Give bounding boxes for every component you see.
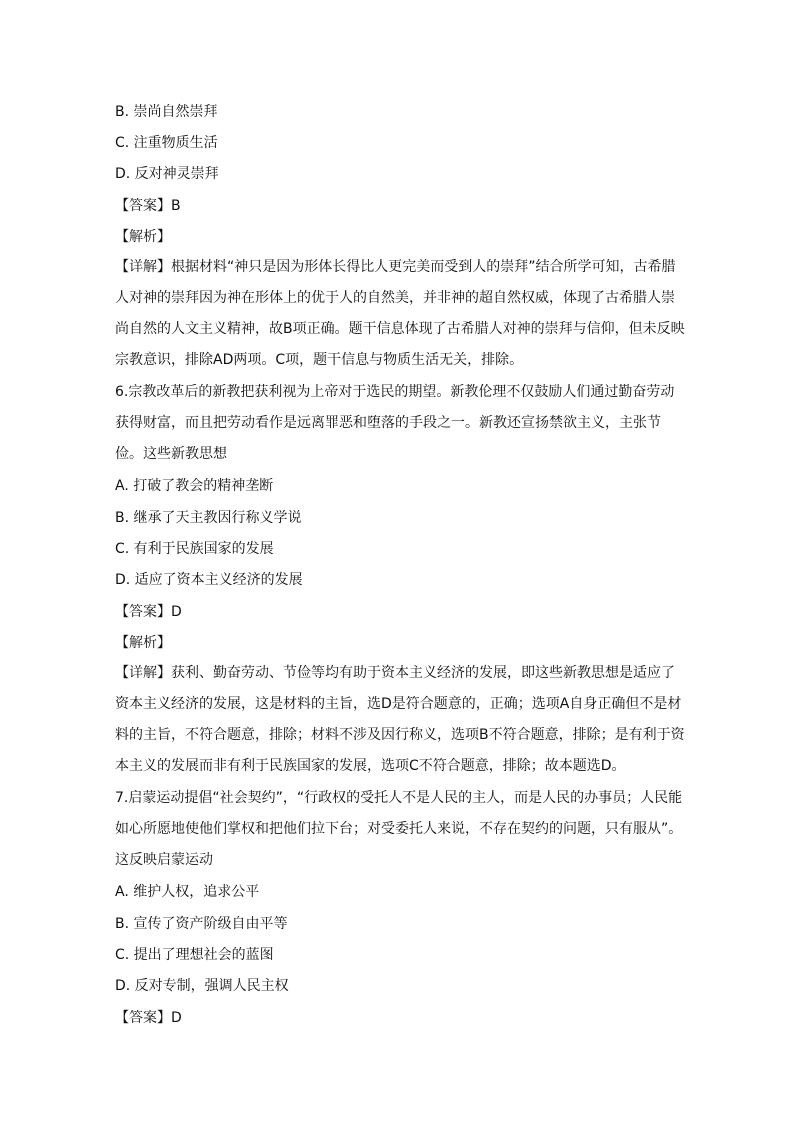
q7-option-d: D. 反对专制，强调人民主权 — [115, 978, 289, 994]
q7-stem: 7.启蒙运动提倡“社会契约”，“行政权的受托人不是人民的主人，而是人民的办事员；人民能如心所愿地使他们掌权和把他们拉下台；对受委托人来说，不存在契约的问题，只有服从”。这反映启蒙运动 — [115, 790, 683, 868]
q5-analysis-label: 【解析】 — [115, 229, 171, 245]
q5-detail: 【详解】根据材料“神只是因为形体长得比人更完美而受到人的崇拜”结合所学可知，古希腊人对神的崇拜因为神在形体上的优于人的自然美，并非神的超自然权威，体现了古希腊人崇尚自然的人文主义精神，故B项正确。题干信息体现了古希腊人对神的崇拜与信仰，但未反映宗教意识，排除AD两项。C项，题干信息与物质生活无关，排除。 — [115, 259, 685, 368]
q6-option-d: D. 适应了资本主义经济的发展 — [115, 572, 303, 588]
q5-option-c: C. 注重物质生活 — [115, 135, 218, 151]
q6-option-b: B. 继承了天主教因行称义学说 — [115, 510, 302, 526]
q6-detail: 【详解】获利、勤奋劳动、节俭等均有助于资本主义经济的发展，即这些新教思想是适应了资本主义经济的发展，这是材料的主旨，选D是符合题意的，正确；选项A自身正确但不是材料的主旨，不符合题意，排除；材料不涉及因行称义，选项B不符合题意，排除；是有利于资本主义的发展而非有利于民族国家的发展，选项C不符合题意，排除；故本题选D。 — [115, 665, 685, 774]
q6-stem: 6.宗教改革后的新教把获利视为上帝对于选民的期望。新教伦理不仅鼓励人们通过勤奋劳动获得财富，而且把劳动看作是远离罪恶和堕落的手段之一。新教还宣扬禁欲主义，主张节俭。这些新教思想 — [115, 384, 675, 462]
q6-answer: 【答案】D — [115, 604, 182, 620]
q6-option-a: A. 打破了教会的精神垄断 — [115, 478, 274, 494]
q7-answer: 【答案】D — [115, 1010, 182, 1026]
q5-answer: 【答案】B — [115, 198, 181, 214]
q7-option-a: A. 维护人权，追求公平 — [115, 884, 260, 900]
q5-option-b: B. 崇尚自然崇拜 — [115, 104, 218, 120]
q5-option-d: D. 反对神灵崇拜 — [115, 166, 219, 182]
q6-option-c: C. 有利于民族国家的发展 — [115, 541, 274, 557]
q7-option-c: C. 提出了理想社会的蓝图 — [115, 947, 274, 963]
q7-option-b: B. 宣传了资产阶级自由平等 — [115, 916, 288, 932]
q6-analysis-label: 【解析】 — [115, 635, 171, 651]
